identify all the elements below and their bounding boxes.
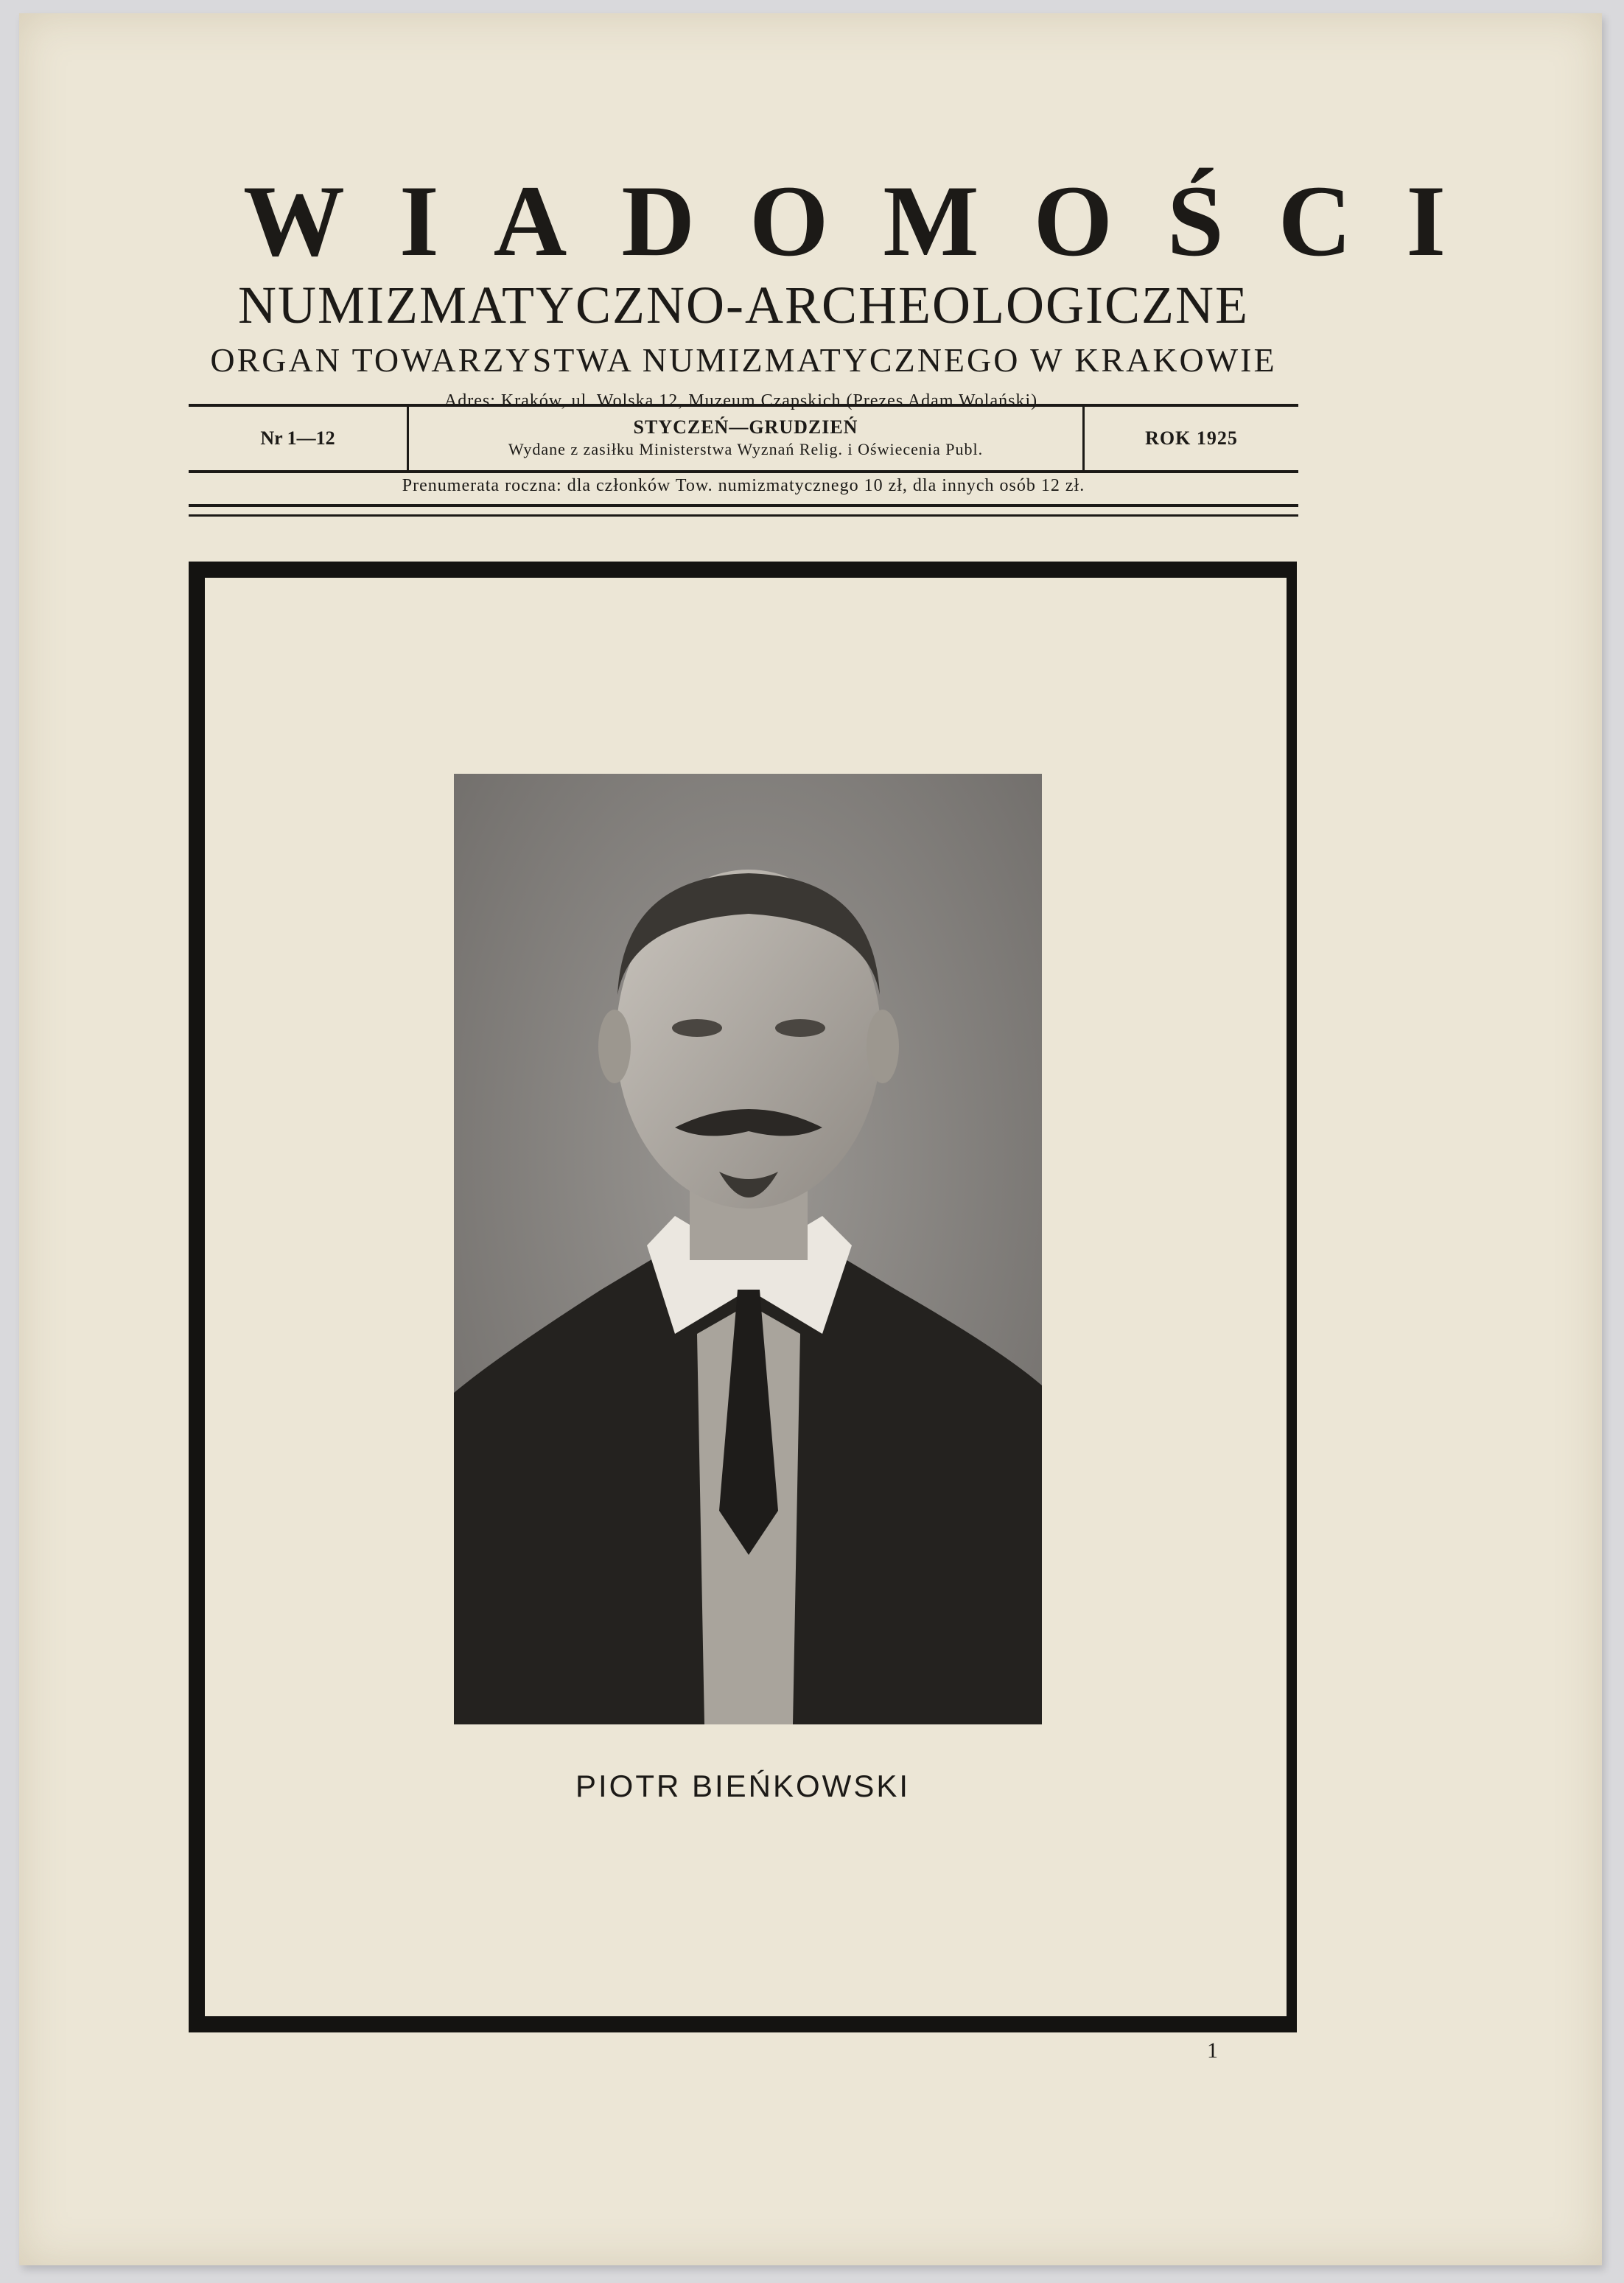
journal-title: WIADOMOŚCI <box>243 164 1501 277</box>
issue-period <box>409 407 1085 470</box>
journal-subtitle: NUMIZMATYCZNO-ARCHEOLOGICZNE <box>238 276 1249 335</box>
portrait-illustration <box>454 774 1042 1724</box>
subscription-note: Prenumerata roczna: dla członków Tow. numizmatycznego 10 zł, dla innych osób 12 zł. <box>402 476 1085 495</box>
issue-info-bar <box>189 404 1298 473</box>
issue-year: ROK 1925 <box>1145 427 1238 449</box>
masthead <box>189 164 1501 414</box>
divider-rule <box>189 514 1298 517</box>
portrait-caption: PIOTR BIEŃKOWSKI <box>575 1769 911 1803</box>
divider-rule <box>189 504 1298 507</box>
portrait-photo <box>454 774 1042 1724</box>
funding-note: Wydane z zasiłku Ministerstwa Wyznań Relig. i Oświecenia Publ. <box>508 440 984 458</box>
issue-months: STYCZEŃ—GRUDZIEŃ <box>633 416 858 438</box>
address-line: Adres: Kraków, ul. Wolska 12, Muzeum Czapskich (Prezes Adam Wolański). <box>444 391 1043 410</box>
page-number: 1 <box>1207 2038 1218 2063</box>
organ-line: ORGAN TOWARZYSTWA NUMIZMATYCZNEGO W KRAKOWIE <box>210 341 1277 379</box>
issue-number: Nr 1—12 <box>189 407 409 470</box>
